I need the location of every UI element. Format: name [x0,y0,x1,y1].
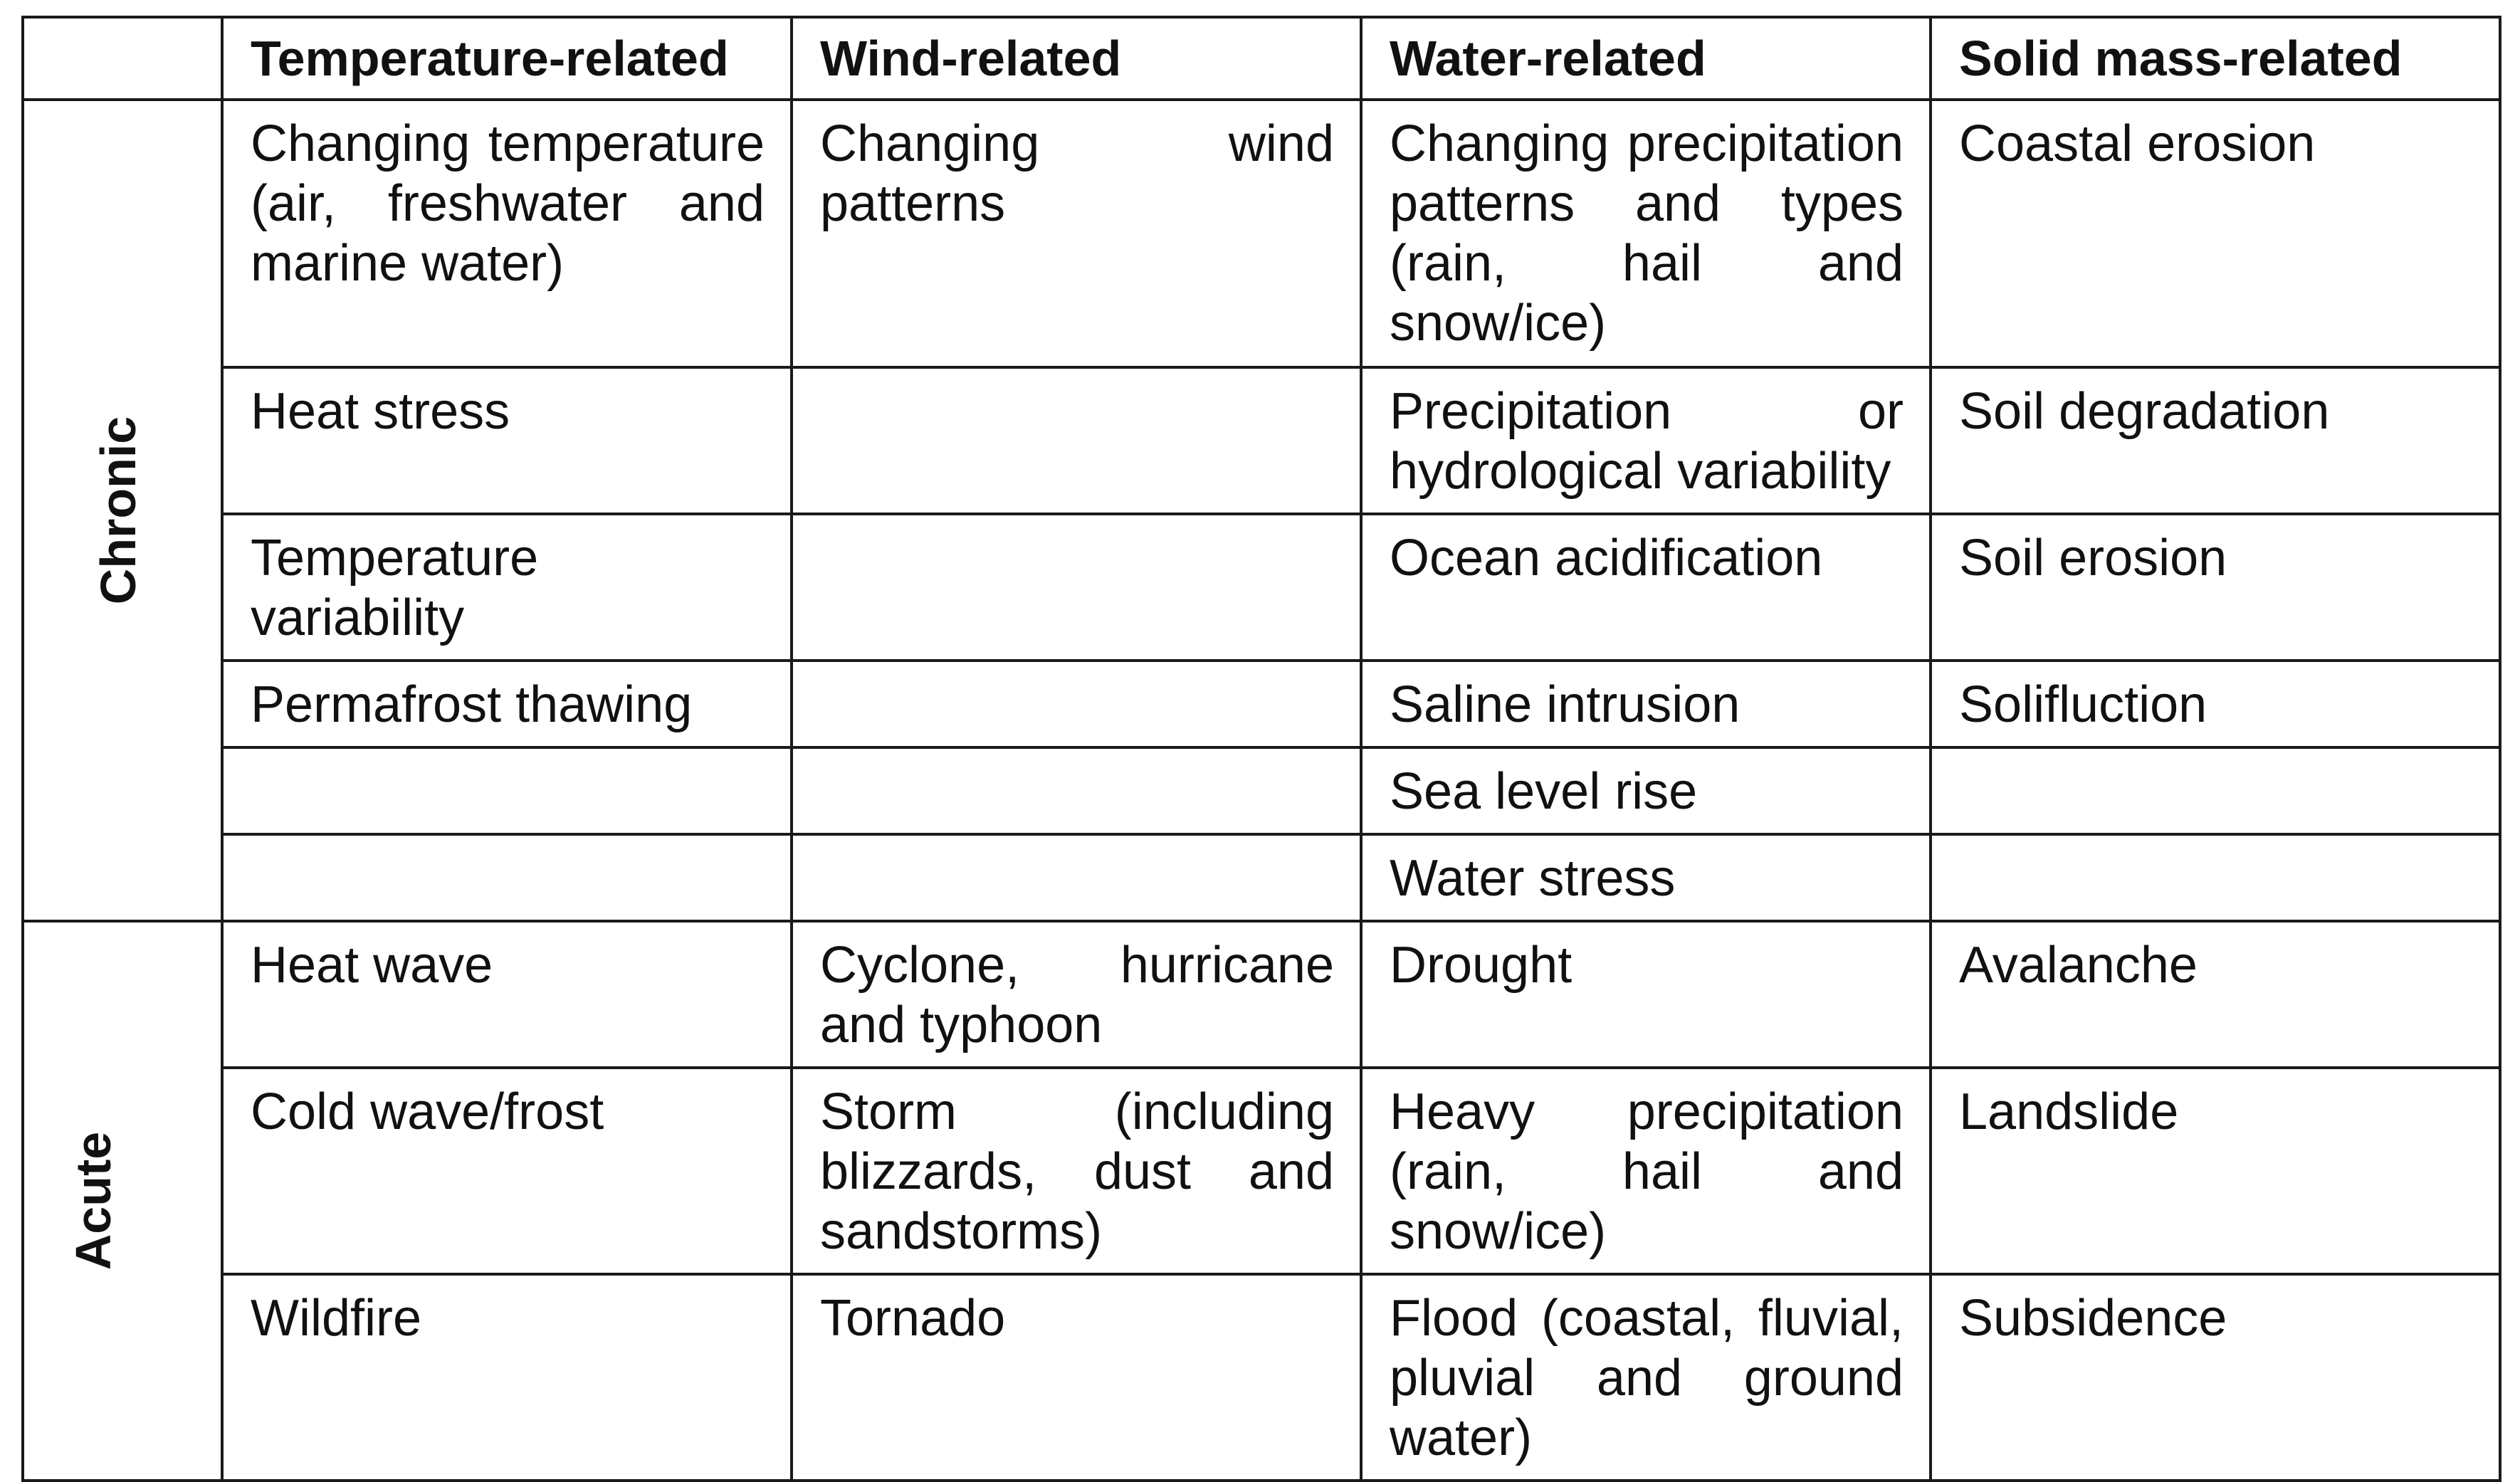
group-label-acute: Acute [65,1131,122,1271]
table-cell [792,367,1361,514]
header-row [23,17,2500,100]
table-row [23,367,2500,514]
table-cell: Solifluction [1931,661,2500,747]
table-cell: Tornado [792,1274,1361,1481]
header-wind-related: Wind-related [792,17,1361,100]
table-cell: Landslide [1931,1068,2500,1274]
table-cell: Changing wind patterns [792,100,1361,367]
table-row [23,100,2500,367]
table-cell [792,661,1361,747]
group-label-chronic-cell [23,100,222,921]
table-cell: Precipitation or hydrological variability [1361,367,1931,514]
header-corner-cell [23,17,222,100]
table-row [23,514,2500,661]
header-water-related: Water-related [1361,17,1931,100]
table-cell: Soil erosion [1931,514,2500,661]
table-cell [792,514,1361,661]
table-cell: Coastal erosion [1931,100,2500,367]
table-row [23,1274,2500,1481]
table-cell: Heat wave [222,921,792,1068]
table-cell [792,747,1361,834]
table-cell: Wildfire [222,1274,792,1481]
table-cell: Avalanche [1931,921,2500,1068]
table-cell: Flood (coastal, fluvial, pluvial and ground water) [1361,1274,1931,1481]
header-temperature-related: Temperature-related [222,17,792,100]
table-cell: Cyclone, hurricane and typhoon [792,921,1361,1068]
table-cell: Sea level rise [1361,747,1931,834]
climate-hazards-table [21,16,2501,1482]
table-cell [222,747,792,834]
table-cell: Subsidence [1931,1274,2500,1481]
table-cell: Changing temperature (air, freshwater and marine water) [222,100,792,367]
table-cell [222,834,792,921]
table-cell: Temperature variability [222,514,792,661]
table-cell: Heat stress [222,367,792,514]
table-cell [1931,747,2500,834]
header-solid-mass-related: Solid mass-related [1931,17,2500,100]
table-cell: Soil degradation [1931,367,2500,514]
table-cell: Ocean acidification [1361,514,1931,661]
table-cell: Storm (including blizzards, dust and sandstorms) [792,1068,1361,1274]
table-cell: Drought [1361,921,1931,1068]
table-cell: Permafrost thawing [222,661,792,747]
table-row [23,747,2500,834]
table-row [23,921,2500,1068]
table-row [23,1068,2500,1274]
group-label-chronic: Chronic [90,416,147,605]
table-cell: Cold wave/frost [222,1068,792,1274]
table-row [23,661,2500,747]
table-cell: Changing precipitation patterns and types (rain, hail and snow/ice) [1361,100,1931,367]
group-label-acute-cell [23,921,222,1481]
table-cell: Heavy precipitation (rain, hail and snow/ice) [1361,1068,1931,1274]
table-cell [1931,834,2500,921]
table-cell [792,834,1361,921]
table-cell: Saline intrusion [1361,661,1931,747]
table-row [23,834,2500,921]
table-cell: Water stress [1361,834,1931,921]
